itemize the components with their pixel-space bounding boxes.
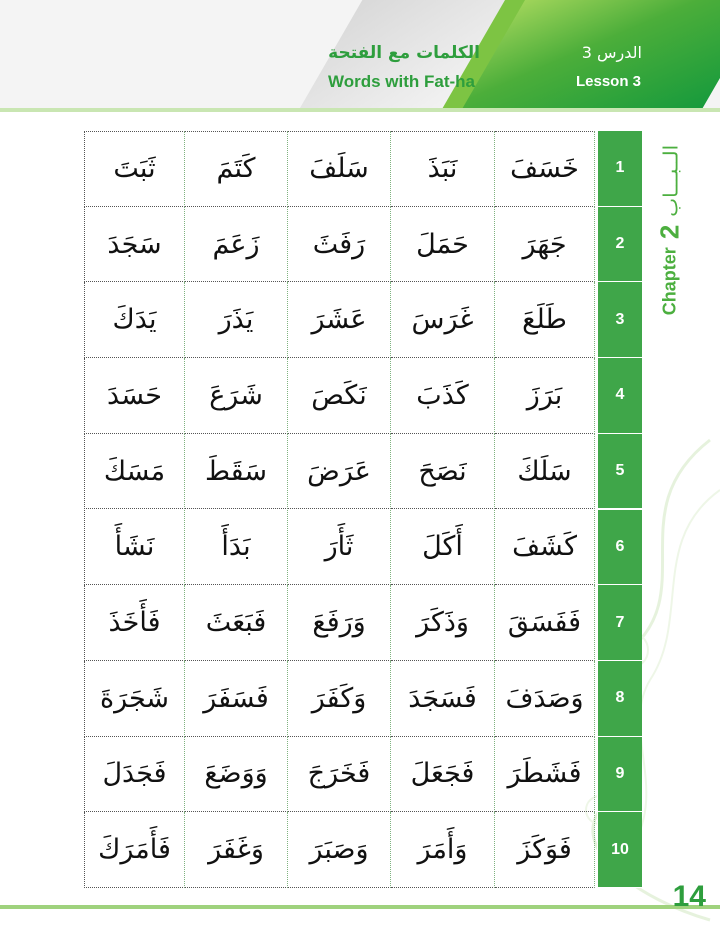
row-number: 2 (597, 207, 642, 283)
word-cell: شَرَعَ (185, 358, 288, 434)
word-cell: فَسَفَرَ (185, 661, 288, 737)
word-cell: مَسَكَ (84, 434, 185, 510)
word-cell: حَمَلَ (391, 207, 495, 283)
word-cell: شَجَرَةَ (84, 661, 185, 737)
word-cell: بَرَزَ (495, 358, 595, 434)
word-cell: طَلَعَ (495, 282, 595, 358)
row-number: 3 (597, 282, 642, 358)
chapter-number: 2 (654, 224, 685, 240)
word-cell: فَأَمَرَكَ (84, 812, 185, 888)
chapter-label-arabic: الــبـــاب (658, 144, 682, 217)
word-cell: فَخَرَجَ (288, 737, 391, 813)
word-cell: فَشَطَرَ (495, 737, 595, 813)
footer-line (0, 905, 720, 909)
lesson-title-arabic: الكلمات مع الفتحة (328, 43, 480, 63)
word-cell: نَصَحَ (391, 434, 495, 510)
word-cell: نَشَأَ (84, 510, 185, 586)
row-number: 4 (597, 358, 642, 434)
word-row (84, 282, 615, 358)
word-cell: عَرَضَ (288, 434, 391, 510)
word-cell: حَسَدَ (84, 358, 185, 434)
word-row (84, 131, 615, 207)
word-cell: جَهَرَ (495, 207, 595, 283)
lesson-number-english: Lesson 3 (575, 73, 641, 90)
row-number: 9 (597, 737, 642, 813)
word-cell: خَسَفَ (495, 131, 595, 207)
row-number: 8 (597, 661, 642, 737)
row-number: 10 (597, 812, 642, 888)
word-cell: كَشَفَ (495, 510, 595, 586)
word-row (84, 510, 615, 586)
word-grid (84, 131, 597, 888)
word-cell: وَذَكَرَ (391, 585, 495, 661)
word-cell: فَجَعَلَ (391, 737, 495, 813)
lesson-title-english: Words with Fat-ha (327, 72, 475, 91)
word-cell: وَغَفَرَ (185, 812, 288, 888)
word-cell: كَتَمَ (185, 131, 288, 207)
row-number: 5 (597, 434, 642, 510)
word-row (84, 585, 615, 661)
page-number: 14 (672, 880, 706, 913)
word-cell: ثَبَتَ (84, 131, 185, 207)
lesson-number-arabic: الدرس 3 (581, 43, 642, 62)
word-cell: وَوَضَعَ (185, 737, 288, 813)
word-row (84, 207, 615, 283)
word-cell: وَرَفَعَ (288, 585, 391, 661)
word-cell: أَكَلَ (391, 510, 495, 586)
word-cell: سَلَفَ (288, 131, 391, 207)
word-cell: فَسَجَدَ (391, 661, 495, 737)
word-cell: كَذَبَ (391, 358, 495, 434)
word-cell: رَفَثَ (288, 207, 391, 283)
word-cell: وَصَبَرَ (288, 812, 391, 888)
word-cell: فَفَسَقَ (495, 585, 595, 661)
row-number: 1 (597, 131, 642, 207)
word-row (84, 812, 615, 888)
word-cell: يَذَرَ (185, 282, 288, 358)
word-cell: ثَأَرَ (288, 510, 391, 586)
word-row (84, 661, 615, 737)
chapter-label (650, 130, 690, 330)
word-row (84, 358, 615, 434)
header-underline (0, 108, 720, 112)
word-row (84, 737, 615, 813)
word-cell: نَكَصَ (288, 358, 391, 434)
word-cell: فَبَعَثَ (185, 585, 288, 661)
word-cell: وَصَدَفَ (495, 661, 595, 737)
word-cell: يَدَكَ (84, 282, 185, 358)
row-number: 7 (597, 585, 642, 661)
word-cell: بَدَأَ (185, 510, 288, 586)
word-cell: عَشَرَ (288, 282, 391, 358)
word-cell: وَأَمَرَ (391, 812, 495, 888)
word-cell: غَرَسَ (391, 282, 495, 358)
word-cell: سَقَطَ (185, 434, 288, 510)
word-cell: فَجَدَلَ (84, 737, 185, 813)
word-row (84, 434, 615, 510)
word-cell: سَجَدَ (84, 207, 185, 283)
chapter-label-english: Chapter (659, 247, 680, 316)
word-cell: وَكَفَرَ (288, 661, 391, 737)
word-cell: زَعَمَ (185, 207, 288, 283)
row-number: 6 (597, 510, 642, 586)
word-cell: سَلَكَ (495, 434, 595, 510)
word-cell: نَبَذَ (391, 131, 495, 207)
word-cell: فَوَكَزَ (495, 812, 595, 888)
word-cell: فَأَخَذَ (84, 585, 185, 661)
